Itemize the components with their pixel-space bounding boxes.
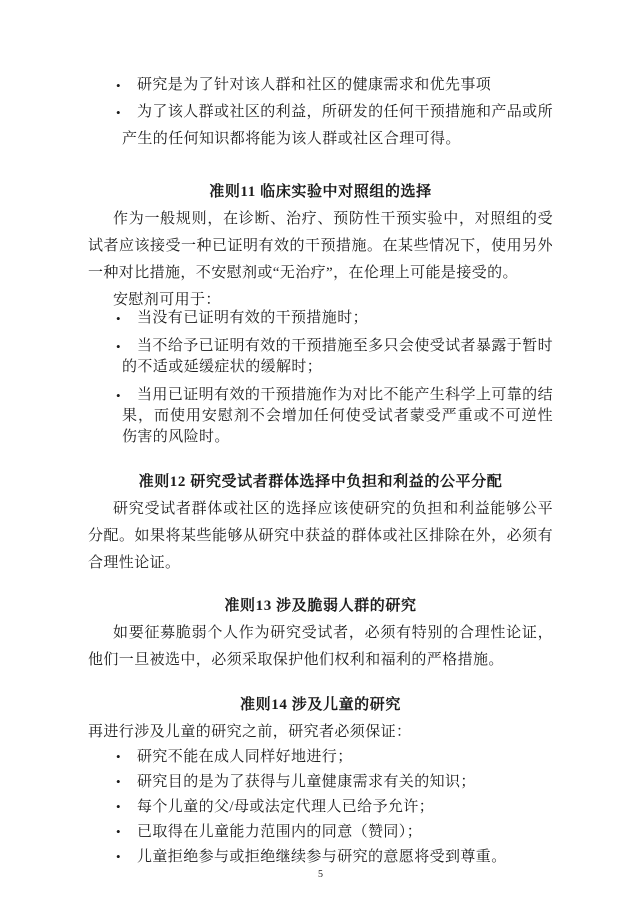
list-item-text: 为了该人群或社区的利益，所研发的任何干预措施和产品或所产生的任何知识都将能为该人群或社区合理可得。 xyxy=(122,104,553,147)
guideline-12-heading: 准则12 研究受试者群体选择中负担和利益的公平分配 xyxy=(138,474,503,490)
list-item-text: 儿童拒绝参与或拒绝继续参与研究的意愿将受到尊重。 xyxy=(137,849,507,865)
bullet-icon: • xyxy=(116,78,121,93)
bullet-icon: • xyxy=(116,824,121,839)
list-item xyxy=(116,796,553,818)
guideline-11-bullet-list xyxy=(116,308,553,448)
guideline-13-heading: 准则13 涉及脆弱人群的研究 xyxy=(224,598,417,614)
bullet-icon: • xyxy=(116,799,121,814)
list-item-text: 每个儿童的父/母或法定代理人已给予允许； xyxy=(137,799,435,815)
list-item xyxy=(116,99,553,153)
list-item xyxy=(116,846,553,868)
list-item xyxy=(116,746,553,768)
bullet-icon: • xyxy=(116,749,121,764)
bullet-icon: • xyxy=(116,105,121,120)
list-item-text: 研究目的是为了获得与儿童健康需求有关的知识； xyxy=(137,774,476,790)
bullet-icon: • xyxy=(116,774,121,789)
guideline-14-lead-in: 再进行涉及儿童的研究之前，研究者必须保证： xyxy=(88,724,412,740)
guideline-14-bullet-list xyxy=(116,746,553,868)
bullet-icon: • xyxy=(116,388,121,403)
list-item xyxy=(116,72,553,99)
bullet-icon: • xyxy=(116,311,121,326)
list-item-text: 当不给予已证明有效的干预措施至多只会使受试者暴露于暂时的不适或延缓症状的缓解时； xyxy=(122,338,553,375)
guideline-11-heading: 准则11 临床实验中对照组的选择 xyxy=(209,184,432,200)
list-item-text: 当用已证明有效的干预措施作为对比不能产生科学上可靠的结果，而使用安慰剂不会增加任何使受试者蒙受严重或不可逆性伤害的风险时。 xyxy=(122,387,553,445)
list-item xyxy=(116,821,553,843)
list-item xyxy=(116,385,553,448)
bullet-icon: • xyxy=(116,849,121,864)
list-item-text: 当没有已证明有效的干预措施时； xyxy=(137,310,369,326)
guideline-11-paragraph: 作为一般规则，在诊断、治疗、预防性干预实验中，对照组的受试者应该接受一种已证明有效的干预措施。在某些情况下，使用另外一种对比措施，不安慰剂或“无治疗”，在伦理上可能是接受的。 xyxy=(88,211,553,281)
list-item-text: 研究不能在成人同样好地进行； xyxy=(137,749,353,765)
list-item xyxy=(116,308,553,329)
list-item-text: 已取得在儿童能力范围内的同意（赞同）； xyxy=(137,824,423,840)
intro-bullet-list xyxy=(116,72,553,153)
guideline-12-paragraph: 研究受试者群体或社区的选择应该使研究的负担和利益能够公平分配。如果将某些能够从研究中获益的群体或社区排除在外，必须有合理性论证。 xyxy=(88,501,553,571)
list-item xyxy=(116,771,553,793)
guideline-13-paragraph: 如要征募脆弱个人作为研究受试者，必须有特别的合理性论证，他们一旦被选中，必须采取保护他们权利和福利的严格措施。 xyxy=(88,625,553,668)
page-number: 5 xyxy=(318,869,323,880)
list-item-text: 研究是为了针对该人群和社区的健康需求和优先事项 xyxy=(137,77,492,93)
guideline-11-placebo-lead-in: 安慰剂可用于： xyxy=(113,292,221,308)
list-item xyxy=(116,336,553,378)
guideline-14-heading: 准则14 涉及儿童的研究 xyxy=(240,697,401,713)
bullet-icon: • xyxy=(116,339,121,354)
